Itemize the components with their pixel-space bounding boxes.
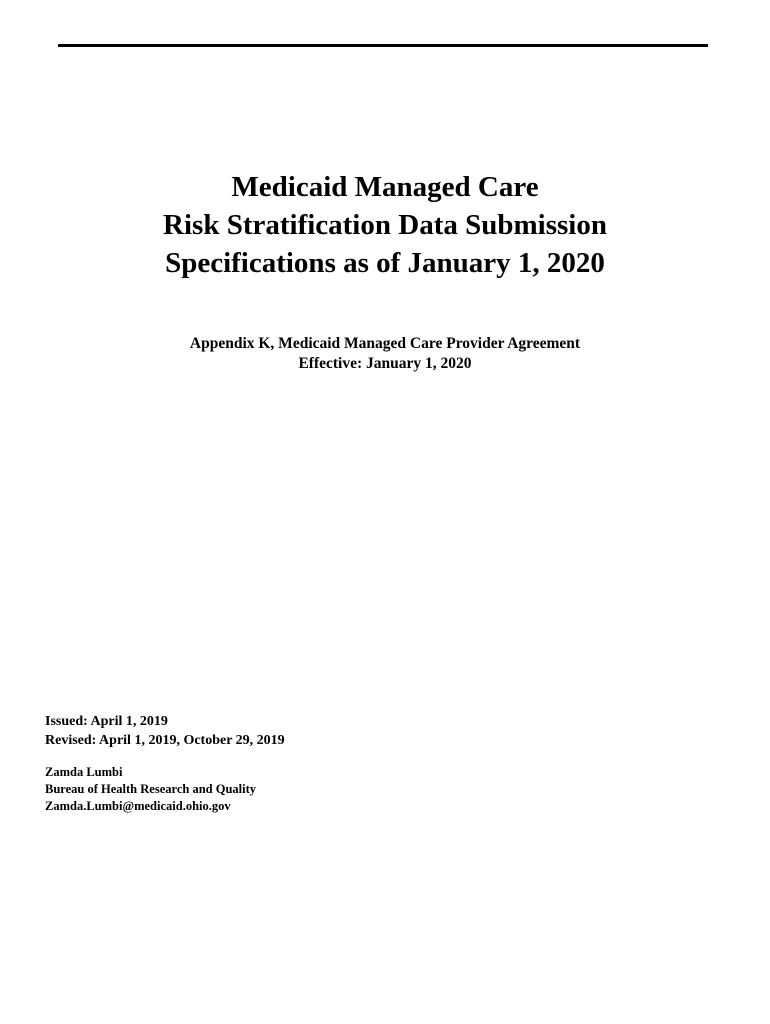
contact-email: Zamda.Lumbi@medicaid.ohio.gov xyxy=(45,799,231,813)
issued-date: Issued: April 1, 2019 xyxy=(45,714,168,729)
effective-date-line: Effective: January 1, 2020 xyxy=(298,355,472,372)
document-title xyxy=(0,168,770,282)
revised-dates: Revised: April 1, 2019, October 29, 2019 xyxy=(45,733,285,748)
contact-info xyxy=(45,764,256,815)
contact-name: Zamda Lumbi xyxy=(45,765,123,779)
title-line-1: Medicaid Managed Care xyxy=(231,171,539,203)
document-subtitle xyxy=(0,334,770,374)
top-horizontal-rule xyxy=(58,44,708,47)
title-line-3: Specifications as of January 1, 2020 xyxy=(165,247,605,279)
title-line-2: Risk Stratification Data Submission xyxy=(163,209,607,241)
appendix-line: Appendix K, Medicaid Managed Care Provider Agreement xyxy=(189,335,581,352)
revision-history xyxy=(45,712,285,750)
contact-bureau: Bureau of Health Research and Quality xyxy=(45,782,257,796)
